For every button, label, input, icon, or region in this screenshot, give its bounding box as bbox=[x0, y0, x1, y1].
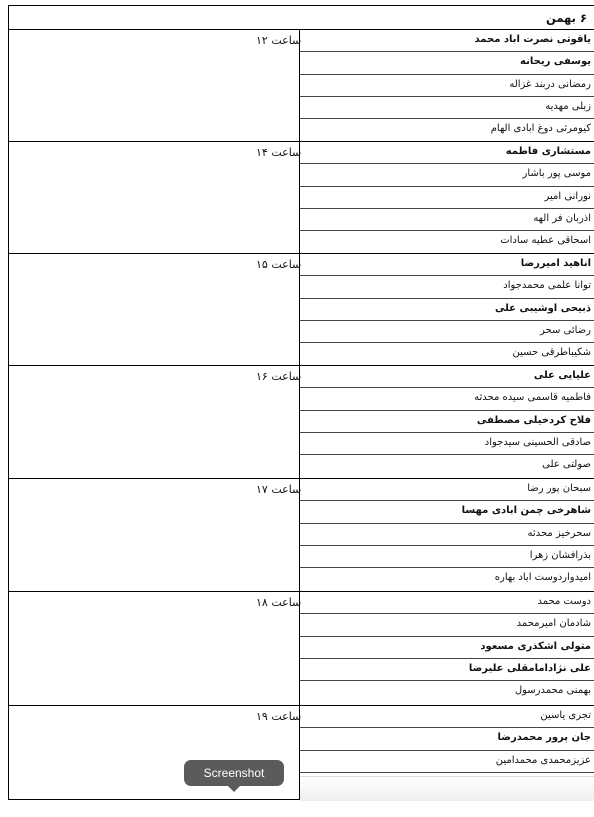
names-column bbox=[299, 30, 594, 142]
time-slot-group bbox=[8, 592, 594, 706]
time-label: ساعت ۱۶ bbox=[256, 370, 302, 383]
table-row bbox=[300, 592, 594, 614]
student-name: دوست محمد bbox=[537, 596, 591, 607]
table-row bbox=[300, 366, 594, 388]
schedule-table bbox=[8, 0, 594, 800]
table-row bbox=[300, 524, 594, 546]
table-row bbox=[300, 276, 594, 298]
table-row bbox=[300, 321, 594, 343]
student-name: اناهید امیررضا bbox=[520, 258, 591, 269]
table-row bbox=[300, 411, 594, 433]
student-name: زبلی مهدیه bbox=[545, 100, 591, 112]
table-row bbox=[300, 614, 594, 636]
student-name: توانا علمی محمدجواد bbox=[503, 280, 591, 292]
student-name: فاطمیه قاسمی سیده محدثه bbox=[474, 392, 591, 404]
student-name: یوسفی ریحانه bbox=[520, 56, 591, 68]
table-row bbox=[300, 455, 594, 477]
table-row bbox=[300, 52, 594, 74]
table-row bbox=[300, 568, 594, 590]
table-row bbox=[300, 388, 594, 410]
date-title: ۶ بهمن bbox=[545, 11, 587, 25]
table-row bbox=[300, 164, 594, 186]
table-row bbox=[300, 75, 594, 97]
time-slot-group bbox=[8, 479, 594, 592]
time-label: ساعت ۱۲ bbox=[256, 34, 302, 47]
table-row bbox=[300, 479, 594, 501]
table-row bbox=[300, 343, 594, 365]
student-name: شادمان امیرمحمد bbox=[516, 618, 591, 630]
table-row bbox=[300, 546, 594, 568]
student-name: شاهرخی چمن ابادی مهسا bbox=[461, 505, 591, 517]
student-name: علیایی علی bbox=[533, 370, 591, 381]
student-name: موسی پور باشار bbox=[522, 168, 591, 180]
time-slot-group bbox=[8, 30, 594, 142]
student-name: صادقی الحسینی سیدجواد bbox=[484, 436, 591, 448]
time-slot-group bbox=[8, 142, 594, 254]
table-row bbox=[300, 142, 594, 164]
student-name: فلاح کردخیلی مصطفی bbox=[476, 414, 591, 426]
bottom-toolbar bbox=[300, 776, 594, 801]
student-name: امیدواردوست اباد بهاره bbox=[494, 572, 591, 584]
time-label: ساعت ۱۸ bbox=[256, 596, 302, 609]
table-row bbox=[300, 728, 594, 750]
time-label: ساعت ۱۵ bbox=[256, 258, 302, 271]
student-name: جان پرور محمدرضا bbox=[497, 732, 591, 744]
student-name: کیومرثی دوغ ابادی الهام bbox=[490, 123, 591, 135]
table-row bbox=[300, 30, 594, 52]
names-column bbox=[299, 366, 594, 479]
student-name: ذبیحی اوشیبی علی bbox=[494, 302, 591, 314]
student-name: سحرخیز محدثه bbox=[527, 527, 591, 539]
student-name: رضائی سحر bbox=[539, 324, 591, 336]
time-label: ساعت ۱۷ bbox=[256, 483, 302, 496]
student-name: مستشاری فاطمه bbox=[505, 146, 591, 157]
time-label: ساعت ۱۴ bbox=[256, 146, 302, 159]
table-row bbox=[300, 209, 594, 231]
table-row bbox=[300, 637, 594, 659]
table-row bbox=[300, 187, 594, 209]
table-row bbox=[300, 706, 594, 728]
table-row bbox=[300, 97, 594, 119]
student-name: علی نژادامامقلی علیرضا bbox=[468, 662, 591, 674]
table-row bbox=[300, 681, 594, 703]
student-name: نورانی امیر bbox=[544, 190, 591, 202]
table-row bbox=[300, 254, 594, 276]
student-name: بهمنی محمدرسول bbox=[514, 685, 591, 697]
time-slot-group bbox=[8, 366, 594, 479]
student-name: متولی اشکذری مسعود bbox=[480, 640, 591, 652]
screenshot-tooltip: Screenshot bbox=[184, 760, 284, 786]
names-column bbox=[299, 142, 594, 254]
table-row bbox=[300, 299, 594, 321]
names-column bbox=[299, 254, 594, 366]
table-row bbox=[300, 501, 594, 523]
table-row bbox=[300, 751, 594, 773]
student-name: صولتی علی bbox=[542, 459, 591, 471]
student-name: سبحان پور رضا bbox=[527, 483, 591, 494]
time-label: ساعت ۱۹ bbox=[256, 710, 302, 723]
tooltip-arrow-icon bbox=[227, 785, 241, 792]
names-column bbox=[299, 479, 594, 592]
student-name: شکیباطرقی حسین bbox=[512, 347, 591, 359]
table-row bbox=[300, 231, 594, 253]
names-column bbox=[299, 592, 594, 706]
student-name: تجری یاسین bbox=[540, 710, 591, 721]
student-name: اذربان فر الهه bbox=[533, 212, 591, 224]
student-name: رمضانی دربند غزاله bbox=[509, 78, 591, 90]
student-name: اسحاقی عطیه سادات bbox=[500, 235, 591, 247]
student-name: بذرافشان زهرا bbox=[529, 549, 591, 561]
student-name: عزیزمحمدی محمدامین bbox=[495, 754, 591, 766]
table-row bbox=[300, 433, 594, 455]
student-name: یاقوتی نصرت اباد محمد bbox=[474, 34, 591, 45]
table-row bbox=[300, 659, 594, 681]
table-header bbox=[8, 5, 594, 30]
time-slot-group bbox=[8, 254, 594, 366]
table-row bbox=[300, 119, 594, 141]
